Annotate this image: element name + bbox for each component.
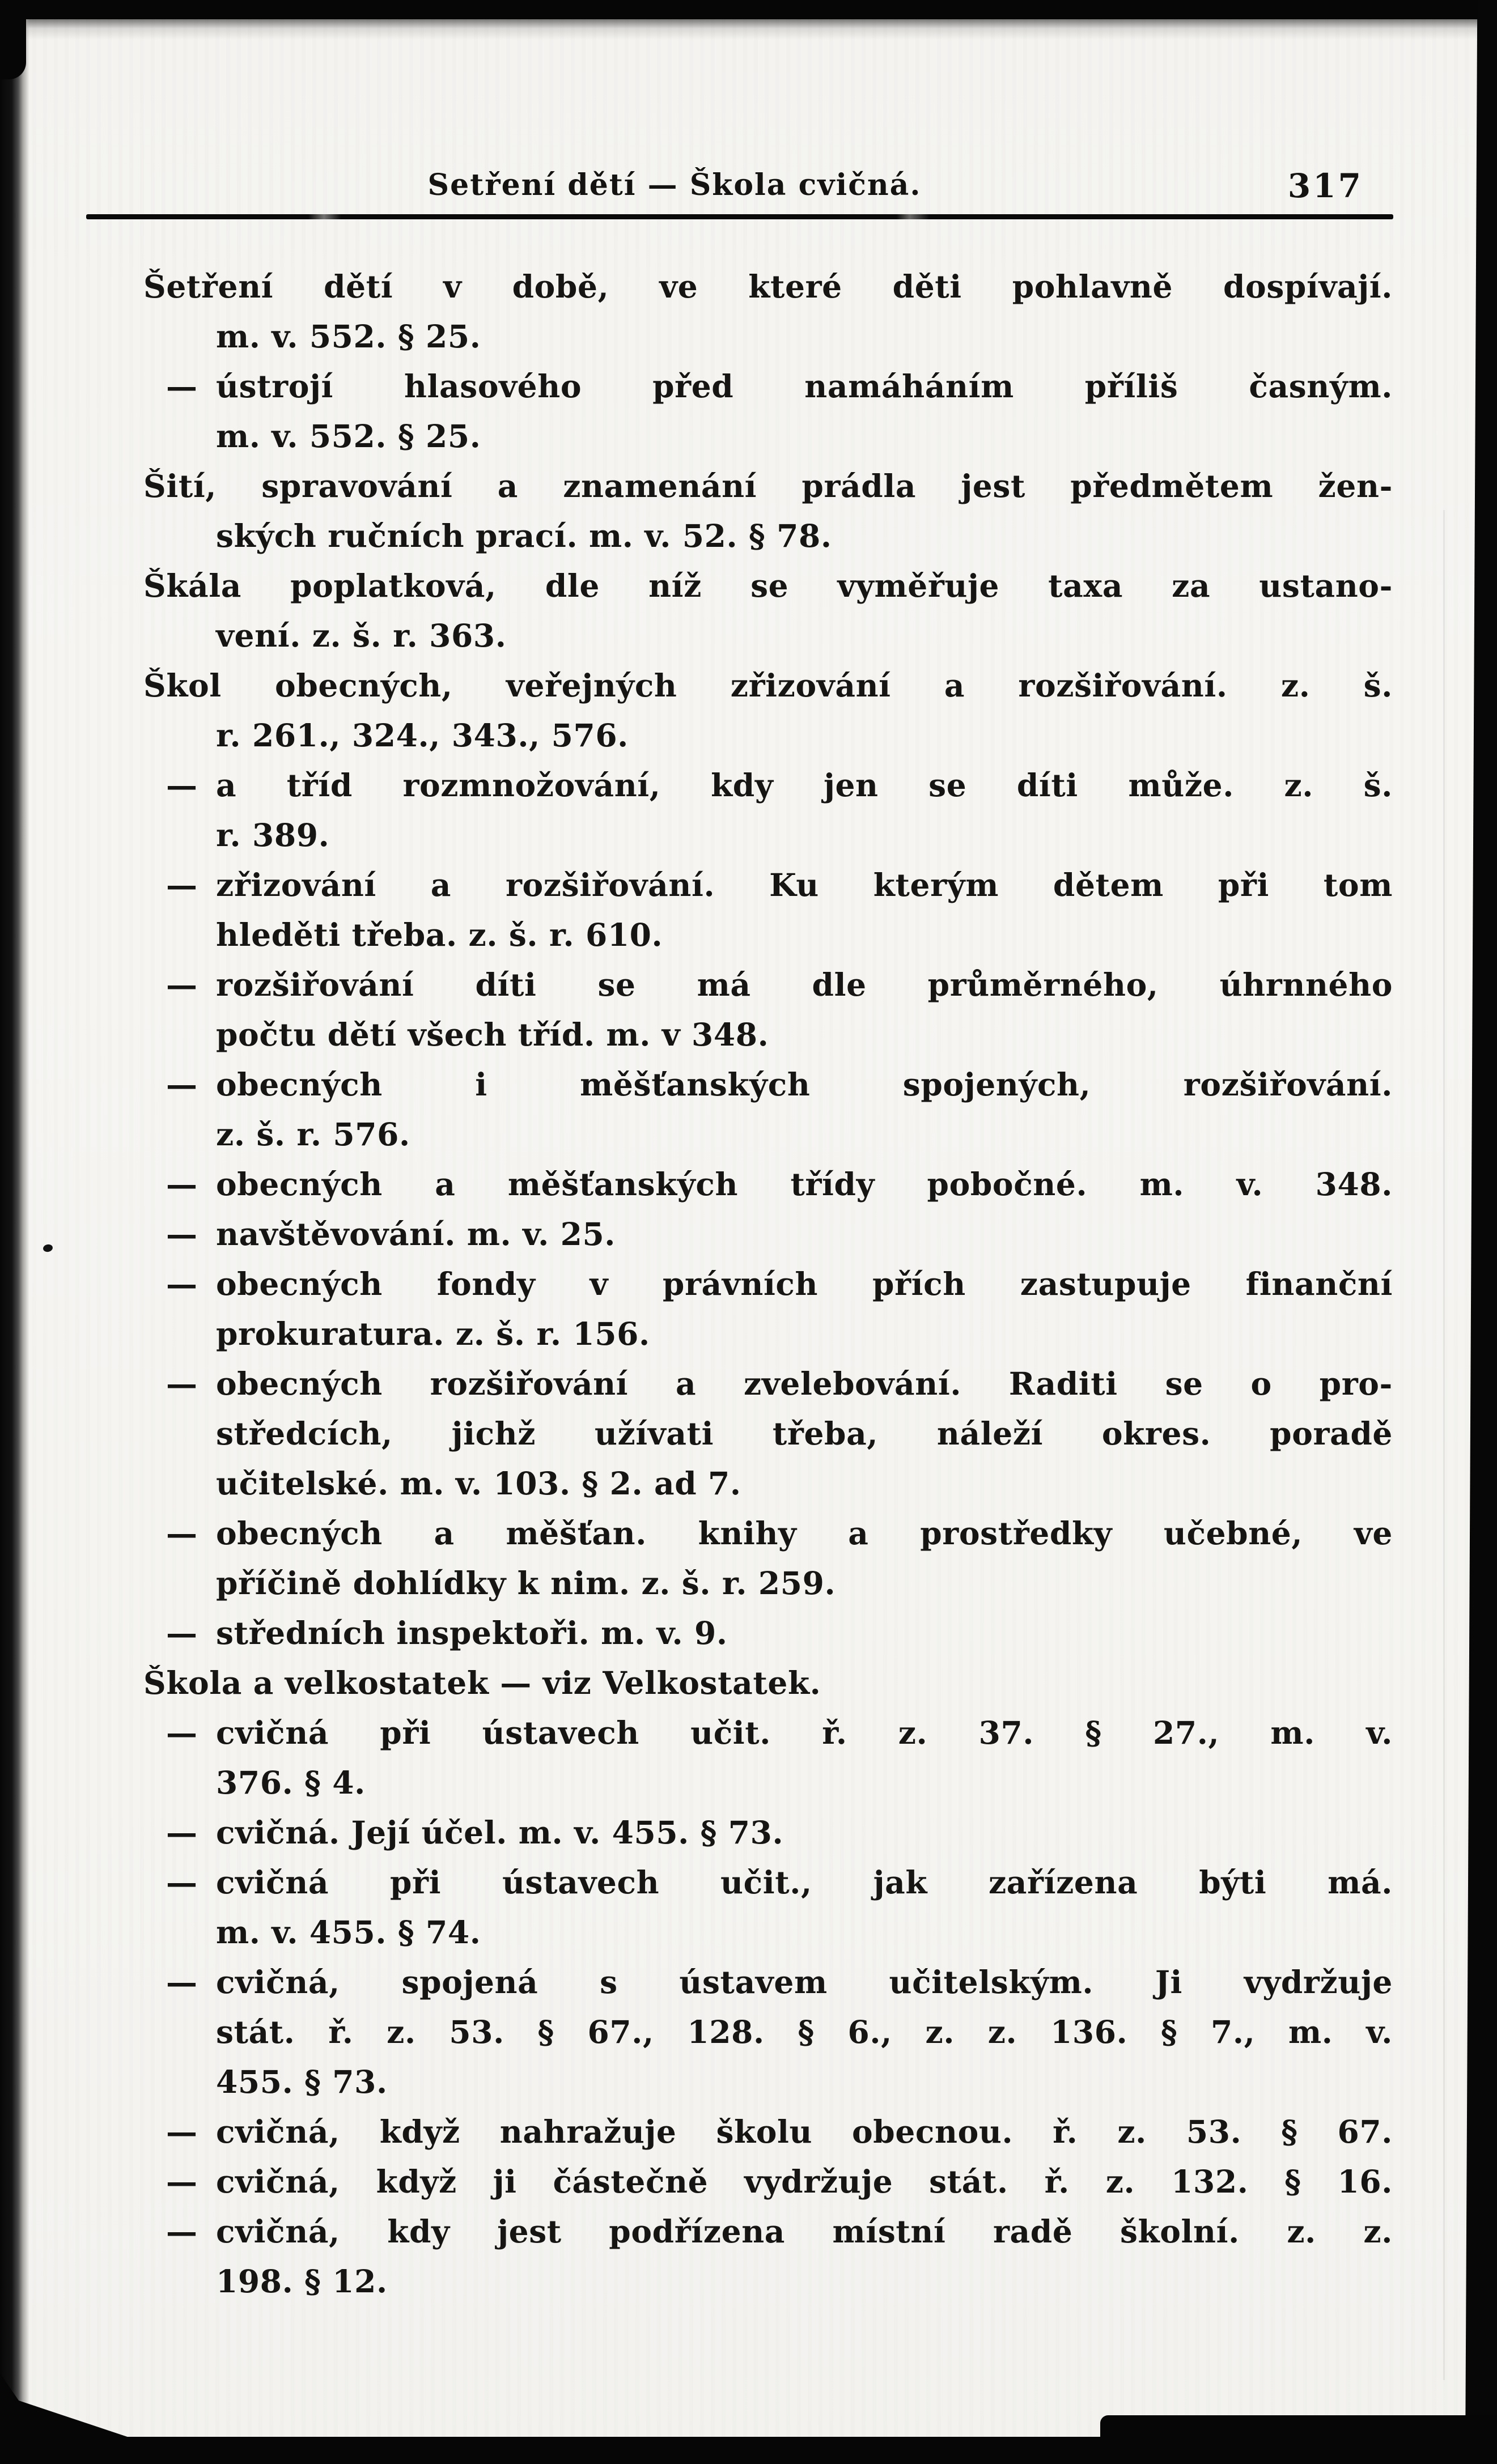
index-line: r. 389. xyxy=(216,817,330,853)
index-line: — rozšiřování díti se má dle průměrného, úhrnného xyxy=(143,960,1393,1010)
dash-marker: — xyxy=(166,1964,197,2000)
index-line: — ústrojí hlasového před namáháním příliš časným. xyxy=(143,362,1393,411)
scan-edge-top xyxy=(0,0,1497,19)
dash-marker: — xyxy=(166,1714,197,1751)
running-title: Setření dětí — Škola cvičná. xyxy=(427,168,922,202)
index-line: m. v. 455. § 74. xyxy=(216,1914,481,1951)
dash-marker: — xyxy=(166,1365,197,1402)
dash-marker: — xyxy=(166,2213,197,2250)
index-line: Šití, spravování a znamenání prádla jest předmětem žen- xyxy=(143,468,1393,504)
dash-marker: — xyxy=(166,1864,197,1901)
dash-marker: — xyxy=(166,1066,197,1103)
index-list xyxy=(143,262,1393,2306)
dash-marker: — xyxy=(166,2113,197,2150)
index-line: — a tříd rozmnožování, kdy jen se díti může. z. š. xyxy=(143,761,1393,810)
index-line: — cvičná, kdy jest podřízena místní radě školní. z. z. xyxy=(143,2207,1393,2257)
index-line: — cvičná, spojená s ústavem učitelským. Ji vydržuje xyxy=(143,1957,1393,2007)
index-line: — obecných i měšťanských spojených, rozšiřování. xyxy=(143,1060,1393,1110)
index-line: z. š. r. 576. xyxy=(216,1116,410,1153)
index-line: 455. § 73. xyxy=(216,2063,388,2100)
index-line: — cvičná, když nahražuje školu obecnou. ř. z. 53. § 67. xyxy=(143,2107,1393,2157)
index-line: Šetření dětí v době, ve které děti pohlavně dospívají. xyxy=(143,268,1393,305)
index-line: učitelské. m. v. 103. § 2. ad 7. xyxy=(216,1465,741,1502)
index-line: Škála poplatková, dle níž se vyměřuje taxa za ustano- xyxy=(143,567,1393,604)
dash-marker: — xyxy=(166,1265,197,1302)
index-line: středcích, jichž užívati třeba, náleží okres. poradě xyxy=(216,1415,1393,1452)
index-line: — obecných rozšiřování a zvelebování. Raditi se o pro- xyxy=(143,1359,1393,1409)
dash-marker: — xyxy=(166,1166,197,1203)
index-line: 198. § 12. xyxy=(216,2263,388,2300)
scan-edge-bottom xyxy=(0,2437,1497,2464)
index-line: Škol obecných, veřejných zřizování a rozšiřování. z. š. xyxy=(143,667,1393,704)
index-line: — obecných a měšťanských třídy pobočné. m. v. 348. xyxy=(143,1159,1393,1209)
dash-marker: — xyxy=(166,866,197,903)
scan-edge-right xyxy=(1465,0,1497,2464)
dash-marker: — xyxy=(166,966,197,1003)
scan-edge-top-shadow xyxy=(0,19,1497,40)
index-line: — cvičná při ústavech učit., jak zařízena býti má. xyxy=(143,1858,1393,1908)
index-line: — obecných fondy v právních přích zastupuje finanční xyxy=(143,1259,1393,1309)
index-line: — cvičná. Její účel. m. v. 455. § 73. xyxy=(143,1808,1393,1858)
dash-marker: — xyxy=(166,1216,197,1252)
index-line: — navštěvování. m. v. 25. xyxy=(143,1209,1393,1259)
index-line: počtu dětí všech tříd. m. v 348. xyxy=(216,1016,769,1053)
dash-marker: — xyxy=(166,1615,197,1651)
page-number: 317 xyxy=(1287,167,1363,205)
dash-marker: — xyxy=(166,368,197,405)
dash-marker: — xyxy=(166,2163,197,2200)
ink-speck xyxy=(43,1243,53,1252)
index-line: r. 261., 324., 343., 576. xyxy=(216,717,629,754)
index-line: — středních inspektoři. m. v. 9. xyxy=(143,1608,1393,1658)
index-line: m. v. 552. § 25. xyxy=(216,318,481,355)
index-line: prokuratura. z. š. r. 156. xyxy=(216,1315,650,1352)
index-line: příčině dohlídky k nim. z. š. r. 259. xyxy=(216,1565,836,1601)
index-line: 376. § 4. xyxy=(216,1764,366,1801)
index-line: — obecných a měšťan. knihy a prostředky učebné, ve xyxy=(143,1509,1393,1558)
index-line: m. v. 552. § 25. xyxy=(216,418,481,454)
index-line: vení. z. š. r. 363. xyxy=(216,617,507,654)
index-line: — zřizování a rozšiřování. Ku kterým dětem při tom xyxy=(143,860,1393,910)
index-line: ských ručních prací. m. v. 52. § 78. xyxy=(216,517,832,554)
running-head xyxy=(143,168,1393,213)
index-line: — cvičná, když ji částečně vydržuje stát. ř. z. 132. § 16. xyxy=(143,2157,1393,2207)
dash-marker: — xyxy=(166,767,197,804)
index-line: Škola a velkostatek — viz Velkostatek. xyxy=(143,1664,821,1701)
dash-marker: — xyxy=(166,1814,197,1851)
index-line: stát. ř. z. 53. § 67., 128. § 6., z. z. 136. § 7., m. v. xyxy=(216,2013,1393,2050)
index-line: hleděti třeba. z. š. r. 610. xyxy=(216,916,663,953)
scan-edge-left xyxy=(0,0,29,2464)
header-rule xyxy=(86,214,1393,219)
index-line: — cvičná při ústavech učit. ř. z. 37. § 27., m. v. xyxy=(143,1708,1393,1758)
dash-marker: — xyxy=(166,1515,197,1552)
paper-crease xyxy=(1443,510,1445,2380)
